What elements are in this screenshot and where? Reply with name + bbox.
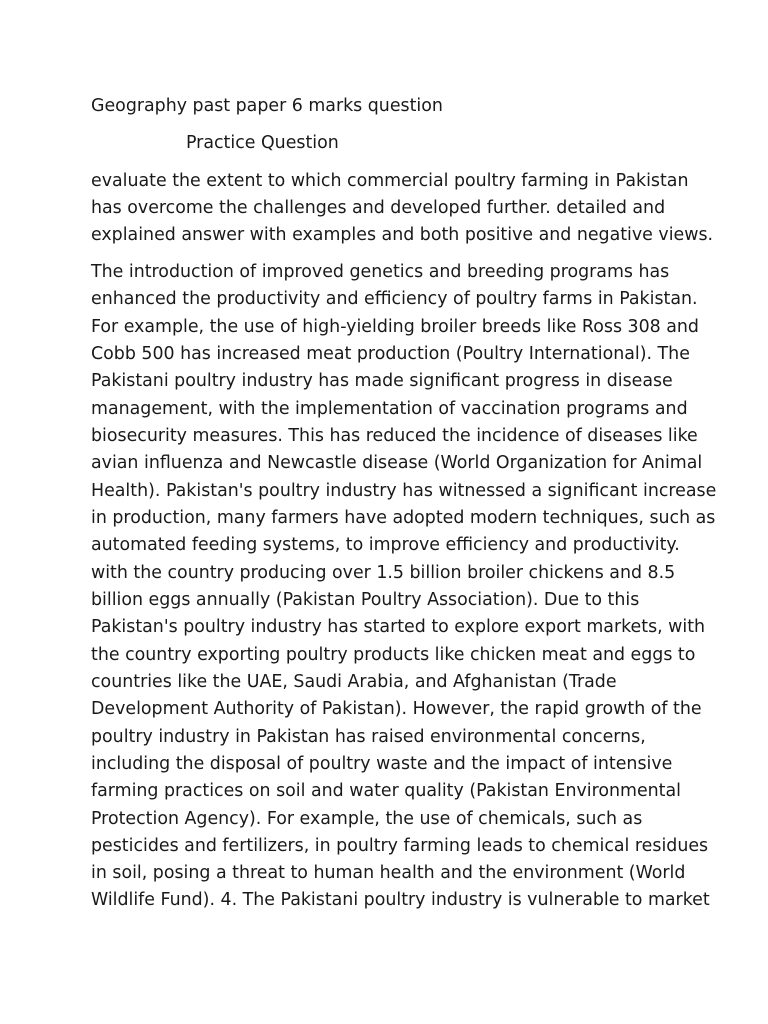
- answer-line: Wildlife Fund). 4. The Pakistani poultry industry is vulnerable to market: [91, 890, 710, 910]
- answer-line: enhanced the productivity and efficiency of poultry farms in Pakistan.: [91, 289, 698, 309]
- document-title: Geography past paper 6 marks question: [91, 96, 443, 116]
- answer-line: pesticides and fertilizers, in poultry farming leads to chemical residues: [91, 836, 709, 856]
- answer-line: in soil, posing a threat to human health and the environment (World: [91, 863, 686, 883]
- answer-line: management, with the implementation of vaccination programs and: [91, 399, 688, 419]
- answer-line: with the country producing over 1.5 billion broiler chickens and 8.5: [91, 563, 676, 583]
- answer-line: in production, many farmers have adopted modern techniques, such as: [91, 508, 716, 528]
- document-subtitle: Practice Question: [186, 133, 339, 153]
- question-line: has overcome the challenges and developed further. detailed and: [91, 198, 666, 218]
- answer-line: avian influenza and Newcastle disease (World Organization for Animal: [91, 453, 703, 473]
- answer-line: including the disposal of poultry waste and the impact of intensive: [91, 754, 673, 774]
- answer-line: Development Authority of Pakistan). However, the rapid growth of the: [91, 699, 702, 719]
- answer-line: The introduction of improved genetics and breeding programs has: [91, 262, 670, 282]
- answer-line: billion eggs annually (Pakistan Poultry Association). Due to this: [91, 590, 640, 610]
- answer-line: automated feeding systems, to improve efficiency and productivity.: [91, 535, 680, 555]
- question-line: explained answer with examples and both positive and negative views.: [91, 225, 714, 245]
- answer-line: Pakistan's poultry industry has started to explore export markets, with: [91, 617, 706, 637]
- question-line: evaluate the extent to which commercial poultry farming in Pakistan: [91, 171, 689, 191]
- answer-line: farming practices on soil and water quality (Pakistan Environmental: [91, 781, 681, 801]
- answer-line: Cobb 500 has increased meat production (Poultry International). The: [91, 344, 690, 364]
- answer-line: For example, the use of high-yielding broiler breeds like Ross 308 and: [91, 317, 699, 337]
- answer-line: countries like the UAE, Saudi Arabia, and Afghanistan (Trade: [91, 672, 617, 692]
- answer-line: Health). Pakistan's poultry industry has witnessed a significant increase: [91, 481, 717, 501]
- answer-line: biosecurity measures. This has reduced the incidence of diseases like: [91, 426, 698, 446]
- answer-line: Protection Agency). For example, the use of chemicals, such as: [91, 809, 643, 829]
- answer-line: Pakistani poultry industry has made significant progress in disease: [91, 371, 673, 391]
- answer-line: the country exporting poultry products like chicken meat and eggs to: [91, 645, 696, 665]
- answer-line: poultry industry in Pakistan has raised environmental concerns,: [91, 727, 646, 747]
